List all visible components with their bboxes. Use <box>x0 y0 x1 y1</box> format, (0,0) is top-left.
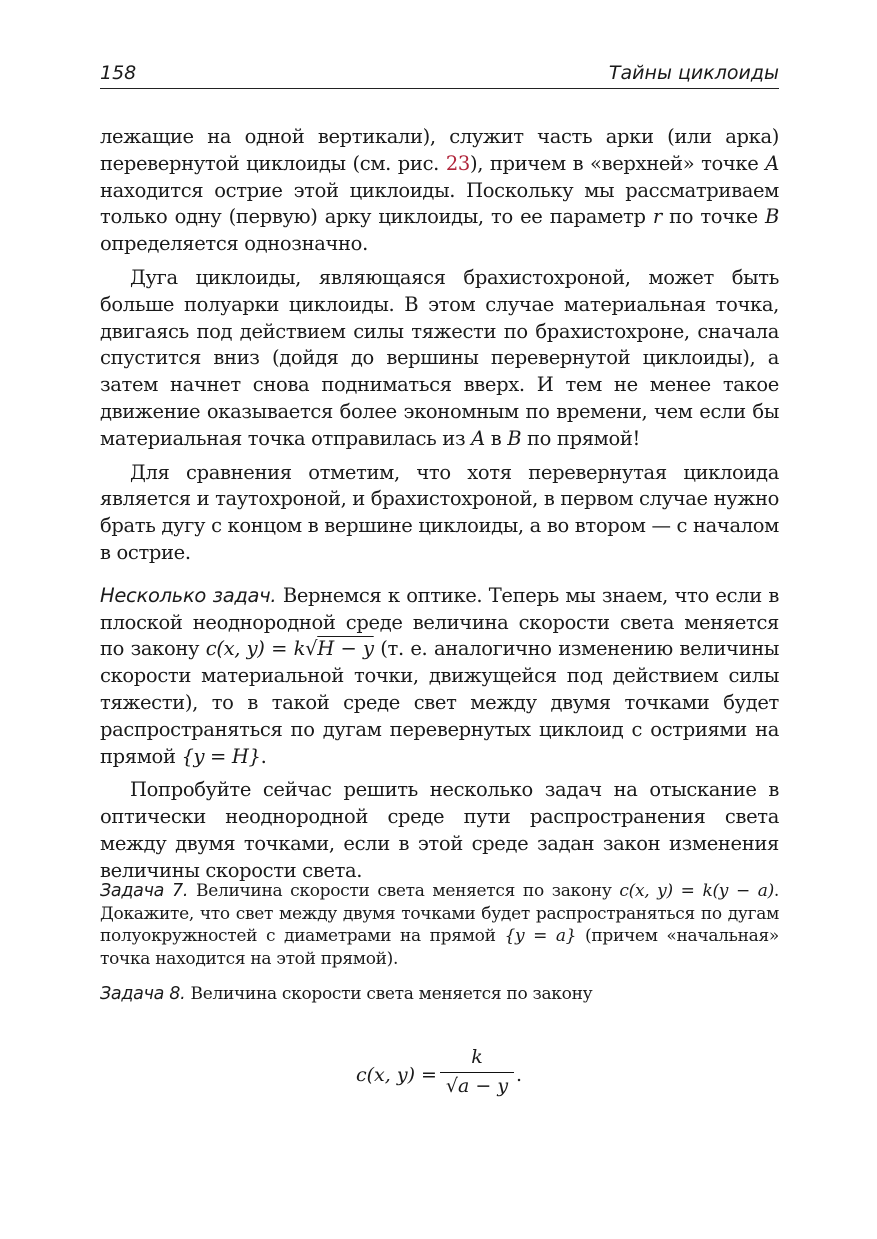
figure-ref-link[interactable]: 23 <box>445 151 470 175</box>
paragraph-4: Несколько задач. Вернемся к оптике. Теперь мы знаем, что если в плоской неоднородной среде величина скорости света меняется по закону c(x, y) = k√H − y (т. е. аналогично изменению величины скорости материальной точки, движущейся под действием силы тяжести), то в такой среде свет между двумя точками будет распространяться по дугам перевернутых циклоид с остриями на прямой {y = H}. <box>100 583 780 768</box>
problem-7: Задача 7. Величина скорости света меняется по закону c(x, y) = k(y − a). Докажите, что свет между двумя точками будет распространяться по дугам полуокружностей с диаметрами на прямой {y = a} (причем «начальная» точка находится на этой прямой). <box>100 881 780 969</box>
paragraph-3: Для сравнения отметим, что хотя перевернутая циклоида является и таутохроной, и брахистохроной, в первом случае нужно брать дугу с концом в вершине циклоиды, а во втором — с началом в острие. <box>100 460 779 564</box>
display-formula <box>356 1046 556 1102</box>
paragraph-5: Попробуйте сейчас решить несколько задач на отыскание в оптически неоднородной среде пути распространения света между двумя точками, если в этой среде задан закон изменения величины скорости света. <box>100 778 779 882</box>
problem-8-label: Задача 8. <box>100 984 186 1004</box>
paragraph-1: лежащие на одной вертикали), служит часть арки (или арка) перевернутой циклоиды (см. рис. 23), причем в «верхней» точке A находится острие этой циклоиды. Поскольку мы рассматриваем только одну (первую) арку циклоиды, то ее параметр r по точке B определяется однозначно. <box>100 125 779 256</box>
formula-numerator: k <box>471 1046 483 1068</box>
paragraph-2: Дуга циклоиды, являющаяся брахистохроной, может быть больше полуарки циклоиды. В этом случае материальная точка, двигаясь под действием силы тяжести по брахистохроне, сначала спустится вниз (дойдя до вершины перевернутой циклоиды), а затем начнет снова подниматься вверх. И тем не менее такое движение оказывается более экономным по времени, чем если бы материальная точка отправилась из A в B по прямой! <box>100 265 779 450</box>
formula-fraction <box>440 1046 514 1097</box>
problems-list <box>100 880 779 1006</box>
page-number: 158 <box>100 62 137 84</box>
inline-formula: c(x, y) = k <box>205 637 306 661</box>
formula-period: . <box>516 1064 523 1086</box>
running-title: Тайны циклоиды <box>608 62 779 84</box>
running-header <box>100 58 779 89</box>
problem-7-label: Задача 7. <box>100 881 189 901</box>
section-lead: Несколько задач. <box>100 583 277 607</box>
formula-lhs: c(x, y) = <box>356 1064 437 1086</box>
body-text <box>100 124 779 885</box>
formula-denominator: √a − y <box>445 1075 509 1097</box>
problem-8: Задача 8. Величина скорости света меняется по закону <box>100 984 593 1004</box>
